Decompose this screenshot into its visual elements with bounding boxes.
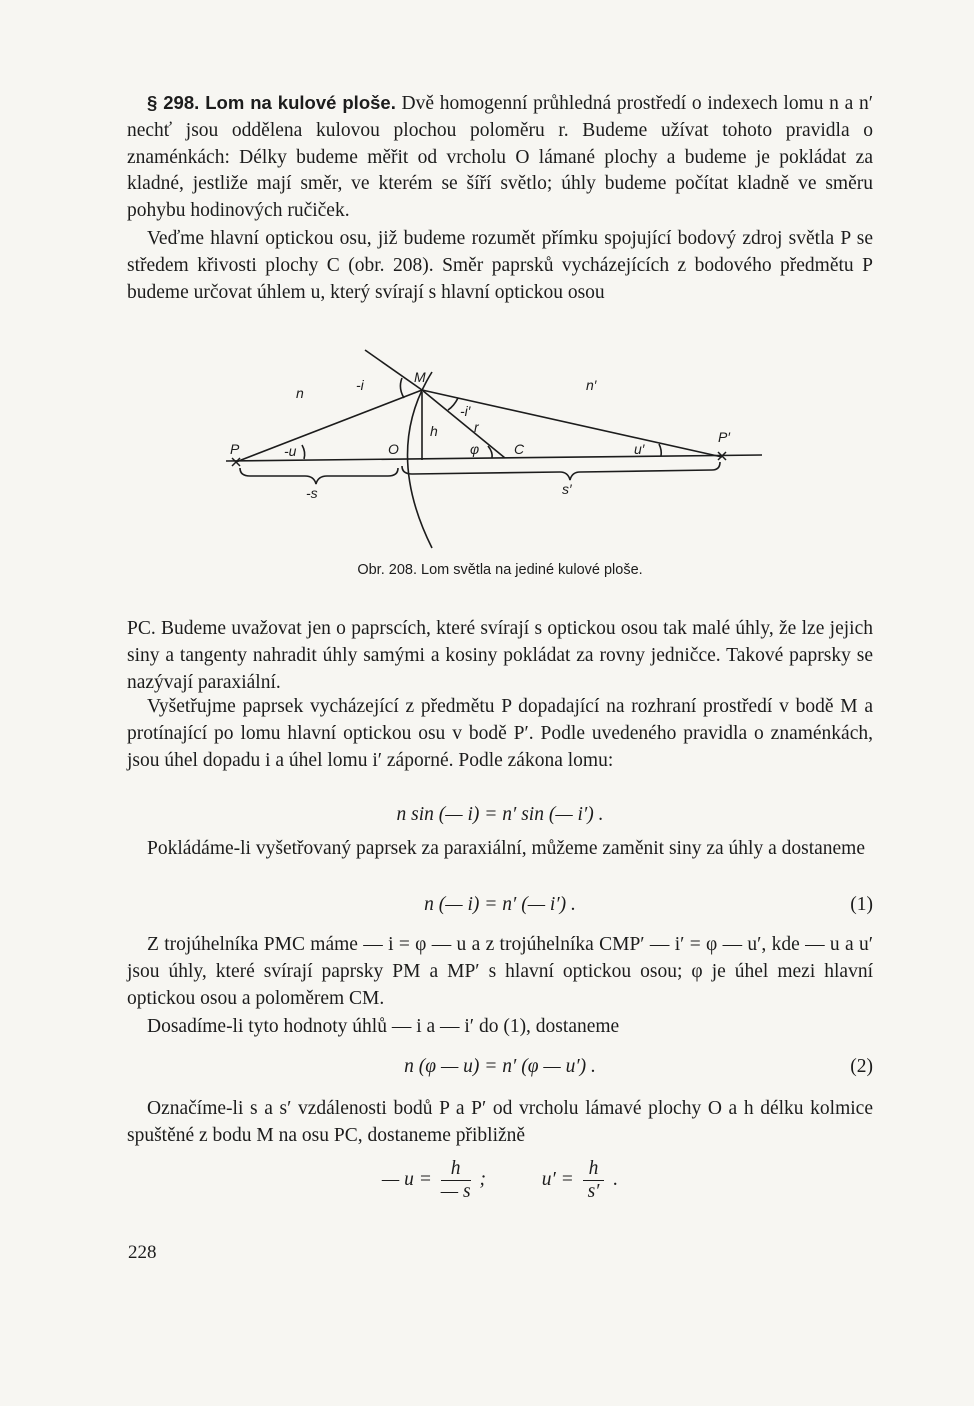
label-minus-u: -u	[284, 443, 297, 459]
label-M: M	[414, 369, 426, 385]
frac-end: .	[613, 1168, 619, 1190]
frac-left-lhs: — u =	[381, 1168, 432, 1190]
optical-axis-line	[226, 455, 762, 461]
frac-left-numerator: h	[441, 1158, 471, 1181]
paragraph-substitution: Dosadíme-li tyto hodnoty úhlů — i a — i′ do (1), dostaneme	[147, 1016, 620, 1037]
paragraph-optical-axis: Veďme hlavní optickou osu, již budeme rozumět přímku spojující bodový zdroj světla P se středem křivosti plochy C (obr. 208). Směr paprsků vycházejících z bodového předmětu P budeme určovat úhlem u, který svírají s hlavní optickou osou	[127, 228, 873, 303]
angle-arc-u	[302, 445, 305, 459]
figure-caption: Obr. 208. Lom světla na jediné kulové ploše.	[357, 562, 643, 578]
equation-1-number: (1)	[850, 894, 873, 915]
angle-arc-i	[400, 378, 404, 398]
equation-snell: n sin (— i) = n′ sin (— i′) .	[396, 804, 604, 825]
frac-right-numerator: h	[583, 1158, 605, 1181]
label-O: O	[388, 441, 399, 457]
frac-right-lhs: u′ =	[541, 1168, 574, 1190]
label-r: r	[474, 419, 479, 435]
frac-left	[441, 1158, 471, 1203]
label-minus-i-prime: -i′	[460, 403, 471, 419]
equation-fractions	[127, 1158, 873, 1203]
label-P-prime: P′	[718, 429, 730, 445]
paragraph-paraxial-assumption: Pokládáme-li vyšetřovaný paprsek za paraxiální, můžeme zaměnit siny za úhly a dostaneme	[147, 838, 865, 859]
label-minus-i: -i	[356, 377, 364, 393]
label-n-prime: n′	[586, 377, 597, 393]
label-u-prime: u′	[634, 441, 645, 457]
section-intro-text: Dvě homogenní průhledná prostředí o indexech lomu n a n′ nechť jsou oddělena kulovou plochou poloměru r. Budeme užívat tohoto pravidla o znaménkách: Délky budeme měřit od vrcholu O lámané plochy a budeme je pokládat za kladné, jestliže mají směr, ve kterém se šíří světlo; úhly budeme počítat kladně ve směru pohybu hodinových ručiček.	[127, 93, 874, 222]
frac-left-denominator: — s	[440, 1181, 471, 1202]
brace-s-prime	[402, 462, 720, 480]
frac-right	[583, 1158, 605, 1203]
equation-1: n (— i) = n′ (— i′) .	[424, 894, 576, 915]
frac-separator: ;	[479, 1168, 486, 1190]
page-number: 228	[128, 1242, 157, 1263]
paragraph-ray-examination: Vyšetřujme paprsek vycházející z předmětu P dopadající na rozhraní prostředí v bodě M a protínající po lomu hlavní optickou osu v bodě P′. Podle uvedeného pravidla o znaménkách, jsou úhel dopadu i a úhel lomu i′ záporné. Podle zákona lomu:	[127, 696, 873, 771]
refracted-ray	[422, 390, 722, 457]
label-phi: φ	[470, 441, 480, 457]
label-C: C	[514, 441, 525, 457]
paragraph-paraxial: PC. Budeme uvažovat jen o paprscích, které svírají s optickou osou tak malé úhly, že lze jejich siny a tangenty nahradit úhly samými a kosiny pokládat za rovny jedničce. Takové paprsky se nazývají paraxiální.	[127, 618, 873, 693]
equation-2-number: (2)	[850, 1056, 873, 1077]
frac-right-denominator: s′	[587, 1181, 600, 1202]
label-n: n	[296, 385, 304, 401]
label-s-prime: s′	[562, 481, 572, 497]
section-heading: § 298. Lom na kulové ploše.	[147, 92, 396, 113]
figure-refraction-diagram	[0, 0, 974, 600]
label-minus-s: -s	[306, 485, 318, 501]
label-P: P	[230, 441, 240, 457]
label-h: h	[430, 423, 438, 439]
spherical-surface-arc	[408, 372, 433, 548]
angle-arc-u-prime	[659, 444, 661, 456]
angle-arc-i-prime	[448, 398, 458, 410]
paragraph-distances: Označíme-li s a s′ vzdálenosti bodů P a P′ od vrcholu lámavé plochy O a h délku kolmice spuštěné z bodu M na osu PC, dostaneme přibližně	[127, 1098, 873, 1146]
equation-2: n (φ — u) = n′ (φ — u′) .	[404, 1056, 596, 1077]
brace-minus-s	[240, 468, 398, 484]
paragraph-triangles: Z trojúhelníka PMC máme — i = φ — u a z trojúhelníka CMP′ — i′ = φ — u′, kde — u a u′ jsou úhly, které svírají paprsky PM a MP′ s hlavní optickou osou; φ je úhel mezi hlavní optickou osou a poloměrem CM.	[127, 934, 873, 1009]
